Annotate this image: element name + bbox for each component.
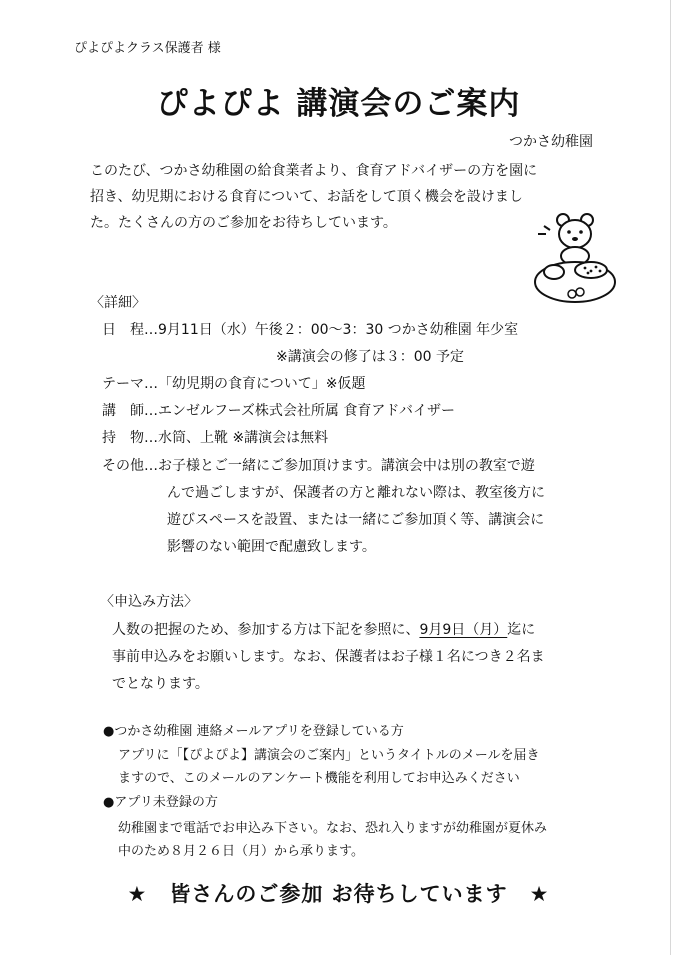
page-edge-divider	[670, 0, 671, 955]
intro-line-1: このたび、つかさ幼稚園の給食業者より、食育アドバイザーの方を園に	[90, 163, 538, 179]
method-unregistered-line: 中のため８月２６日（月）から承ります。	[118, 844, 364, 859]
application-deadline: 9月9日（月）	[419, 622, 508, 638]
method-registered-title: ●つかさ幼稚園 連絡メールアプリを登録している方	[103, 724, 404, 739]
method-unregistered-title: ●アプリ未登録の方	[103, 795, 218, 810]
details-speaker: 講 師…エンゼルフーズ株式会社所属 食育アドバイザー	[102, 403, 456, 419]
method-registered-line: ますので、このメールのアンケート機能を利用してお申込みください	[118, 771, 520, 786]
details-theme: テーマ…「幼児期の食育について」※仮題	[102, 376, 366, 392]
details-heading: 〈詳細〉	[90, 295, 146, 311]
bullet-icon: ●	[103, 724, 115, 739]
application-line-2: 事前申込みをお願いします。なお、保護者はお子様１名につき２名ま	[112, 649, 545, 665]
intro-line-2: 招き、幼児期における食育について、お話をして頂く機会を設けまし	[90, 189, 523, 205]
bullet-icon: ●	[103, 795, 115, 810]
details-other-line: 遊びスペースを設置、または一緒にご参加頂く等、講演会に	[167, 512, 545, 528]
application-heading: 〈申込み方法〉	[100, 594, 198, 610]
closing-message: ★ 皆さんのご参加 お待ちしています ★	[127, 882, 550, 906]
details-other-line: んで過ごしますが、保護者の方と離れない際は、教室後方に	[167, 485, 545, 501]
details-date-note: ※講演会の修了は３：00 予定	[276, 349, 464, 365]
addressee: ぴよぴよクラス保護者 様	[74, 41, 221, 56]
star-icon: ★	[127, 882, 148, 906]
application-line-1: 人数の把握のため、参加する方は下記を参照に、9月9日（月）迄に	[112, 622, 536, 638]
application-line-3: でとなります。	[112, 676, 209, 692]
intro-line-3: た。たくさんの方のご参加をお待ちしています。	[90, 215, 397, 231]
sender-name: つかさ幼稚園	[509, 134, 593, 150]
bear-with-food-icon	[530, 208, 620, 306]
method-registered-line: アプリに「【ぴよぴよ】講演会のご案内」というタイトルのメールを届き	[118, 748, 540, 763]
star-icon: ★	[529, 882, 550, 906]
page-title: ぴよぴよ 講演会のご案内	[156, 86, 521, 122]
method-unregistered-line: 幼稚園まで電話でお申込み下さい。なお、恐れ入りますが幼稚園が夏休み	[118, 821, 548, 836]
details-other-line: 影響のない範囲で配慮致します。	[167, 539, 376, 555]
details-date: 日 程…9月11日（水）午後２：00～3：30 つかさ幼稚園 年少室	[102, 322, 519, 338]
details-other: その他…お子様とご一緒にご参加頂けます。講演会中は別の教室で遊	[102, 458, 535, 474]
details-items: 持 物…水筒、上靴 ※講演会は無料	[102, 430, 329, 446]
